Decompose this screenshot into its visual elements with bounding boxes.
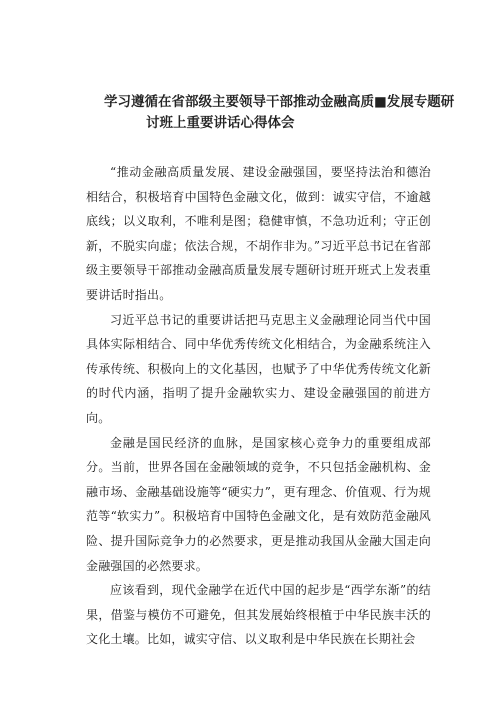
paragraph-4: 应该看到，现代金融学在近代中国的起步是“西学东渐”的结果，借鉴与模仿不可避免，但其发展始终根植于中华民族丰沃的文化土壤。比如，诚实守信、以义取利是中华民族在长期社会 — [86, 583, 431, 647]
paragraph-3: 金融是国民经济的血脉，是国家核心竞争力的重要组成部分。当前，世界各国在金融领域的竞争，不只包括金融机构、金融市场、金融基础设施等“硬实力”，更有理念、价值观、行为规范等“软实力”。积极培育中国特色金融文化，是有效防范金融风险、提升国际竞争力的必然要求，更是推动我国从金融大国走向金融强国的必然要求。 — [86, 435, 431, 573]
document-body — [86, 160, 431, 652]
document-title — [80, 92, 455, 134]
paragraph-1: “推动金融高质量发展、建设金融强国，要坚持法治和德治相结合，积极培育中国特色金融文化，做到：诚实守信，不逾越底线；以义取利，不唯利是图；稳健审慎，不急功近利；守正创新，不脱实向虚；依法合规，不胡作非为。”习近平总书记在省部级主要领导干部推动金融高质量发展专题研讨班开班式上发表重要讲话时指出。 — [86, 165, 431, 302]
title-line-1: 学习遵循在省部级主要领导干部推动金融高质■发展专题研 — [104, 94, 455, 110]
title-line-2: 讨班上重要讲话心得体会 — [146, 115, 295, 131]
paragraph-2: 习近平总书记的重要讲话把马克思主义金融理论同当代中国具体实际相结合、同中华优秀传统文化相结合，为金融系统注入传承传统、积极向上的文化基因，也赋予了中华优秀传统文化新的时代内涵，指明了提升金融软实力、建设金融强国的前进方向。 — [86, 312, 431, 425]
